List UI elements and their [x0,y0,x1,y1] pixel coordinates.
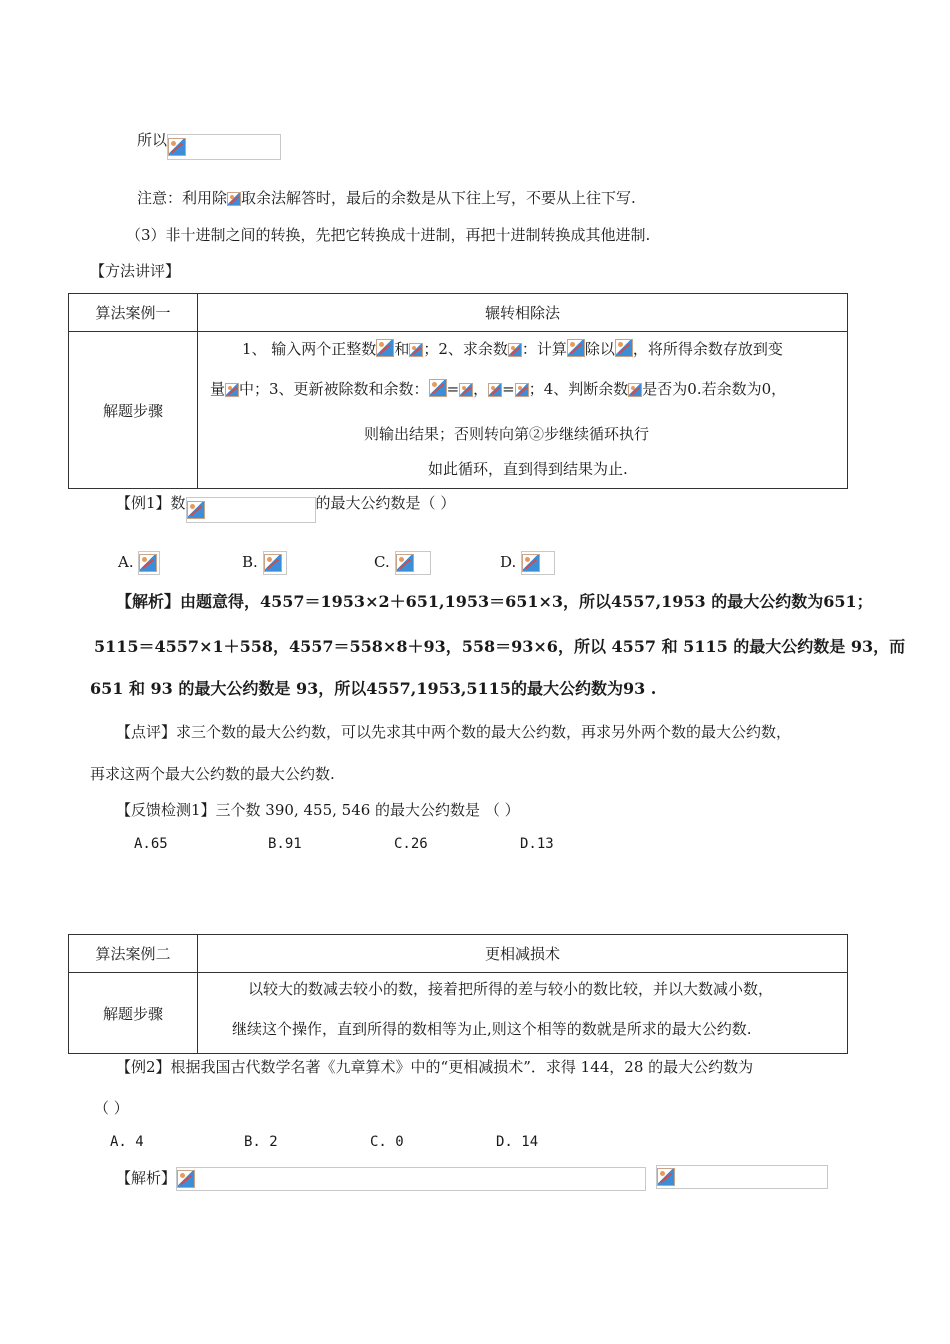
case2-label: 算法案例二 [69,935,198,973]
case1-line1-text: 除以 [584,340,615,358]
example1-option-d [500,551,555,575]
case1-steps-label: 解题步骤 [69,332,198,489]
case2-table [68,934,848,1054]
case2-steps [198,973,848,1054]
broken-image-icon [515,383,529,397]
broken-image-icon [396,554,414,572]
broken-image-icon [376,339,394,357]
so-line [137,128,281,154]
separator: ， [473,380,489,398]
analysis1-line2: 5115＝4557×1＋558，4557＝558×8＋93，558＝93×6，所以 4557 和 5115 的最大公约数是 93，而 [94,637,906,656]
broken-image-icon [488,383,502,397]
case1-line1-text: ：计算 [521,340,567,358]
example1-prefix: 【例1】数 [116,494,186,512]
case1-title: 辗转相除法 [198,294,848,332]
feedback1-option-a: A.65 [134,836,168,852]
broken-image-icon [187,501,205,519]
example2-option-a: A. 4 [110,1134,144,1150]
example1-option-a [118,551,160,575]
option-label: A. [118,553,134,571]
broken-image-icon [177,1170,195,1188]
so-prefix: 所以 [137,131,168,149]
formula-image-box [395,551,431,575]
formula-image-box [263,551,287,575]
equals-sign: = [446,380,460,398]
equals-sign: = [502,380,515,398]
method-header: 【方法讲评】 [90,262,181,280]
case1-line2 [210,378,786,399]
formula-image-box [138,551,160,575]
broken-image-icon [522,554,540,572]
analysis2-image-2 [656,1165,828,1189]
case1-line1-text: 和 [394,340,410,358]
case2-line1: 以较大的数减去较小的数，接着把所得的差与较小的数比较，并以大数减小数， [248,980,774,998]
formula-image-box [167,134,281,160]
case1-line2-text: ；4、判断余数 [528,380,629,398]
option-label: D. [500,553,517,571]
case1-line4: 如此循环，直到得到结果为止. [428,460,628,478]
broken-image-icon [657,1168,675,1186]
case2-line2: 继续这个操作，直到所得的数相等为止,则这个相等的数就是所求的最大公约数. [232,1020,752,1038]
example1-suffix: 的最大公约数是（ ） [315,494,456,512]
broken-image-icon [567,339,585,357]
broken-image-icon [508,343,522,357]
broken-image-icon [139,554,157,572]
broken-image-icon [227,192,241,206]
case1-line1-text: 1、 输入两个正整数 [242,340,377,358]
example1-question [116,491,455,517]
case1-line1-text: ，将所得余数存放到变 [632,340,783,358]
note-text-1: 注意：利用除 [137,189,228,207]
conversion-line: （3）非十进制之间的转换，先把它转换成十进制，再把十进制转换成其他进制. [126,226,651,244]
case1-steps [198,332,848,489]
case1-label: 算法案例一 [69,294,198,332]
case1-line2-text: 是否为0.若余数为0， [642,380,787,398]
case2-steps-label: 解题步骤 [69,973,198,1054]
broken-image-icon [628,383,642,397]
case1-line3: 则输出结果；否则转向第②步继续循环执行 [364,425,650,443]
option-label: B. [242,553,258,571]
feedback1-option-b: B.91 [268,836,302,852]
example2-option-d: D. 14 [496,1134,539,1150]
feedback1-option-c: C.26 [394,836,428,852]
example2-line2: （ ） [94,1099,129,1117]
analysis1-line3: 651 和 93 的最大公约数是 93，所以4557,1953,5115的最大公约数为93 . [90,679,657,698]
case1-line2-text: 量 [210,380,226,398]
broken-image-icon [459,383,473,397]
case1-line1 [242,338,783,359]
note-line [137,187,636,208]
option-label: C. [374,553,390,571]
broken-image-icon [264,554,282,572]
example2-option-c: C. 0 [370,1134,404,1150]
case1-line1-text: ；2、求余数 [423,340,508,358]
analysis1-line1: 【解析】由题意得，4557＝1953×2＋651,1953＝651×3，所以4557,1953 的最大公约数为651； [116,592,873,611]
formula-image-box [186,497,316,523]
broken-image-icon [225,383,239,397]
analysis2-line [116,1167,646,1191]
comment1-line1: 【点评】求三个数的最大公约数，可以先求其中两个数的最大公约数，再求另外两个数的最大公约数， [116,723,792,741]
example2-line1: 【例2】根据我国古代数学名著《九章算术》中的“更相减损术”．求得 144，28 的最大公约数为 [116,1058,754,1076]
feedback1-option-d: D.13 [520,836,554,852]
case1-table [68,293,848,489]
analysis2-prefix: 【解析】 [116,1169,177,1187]
feedback1-question: 【反馈检测1】三个数 390, 455, 546 的最大公约数是 （ ） [116,801,520,819]
formula-image-box [521,551,555,575]
example1-option-b [242,551,287,575]
broken-image-icon [429,379,447,397]
formula-image-box [656,1165,828,1189]
case2-title: 更相减损术 [198,935,848,973]
comment1-line2: 再求这两个最大公约数的最大公约数. [90,765,335,783]
formula-image-box [176,1167,646,1191]
case1-line2-text: 中；3、更新被除数和余数： [239,380,429,398]
broken-image-icon [168,138,186,156]
example2-option-b: B. 2 [244,1134,278,1150]
broken-image-icon [615,339,633,357]
note-text-2: 取余法解答时，最后的余数是从下往上写，不要从上往下写. [241,189,636,207]
example1-option-c [374,551,431,575]
broken-image-icon [409,343,423,357]
